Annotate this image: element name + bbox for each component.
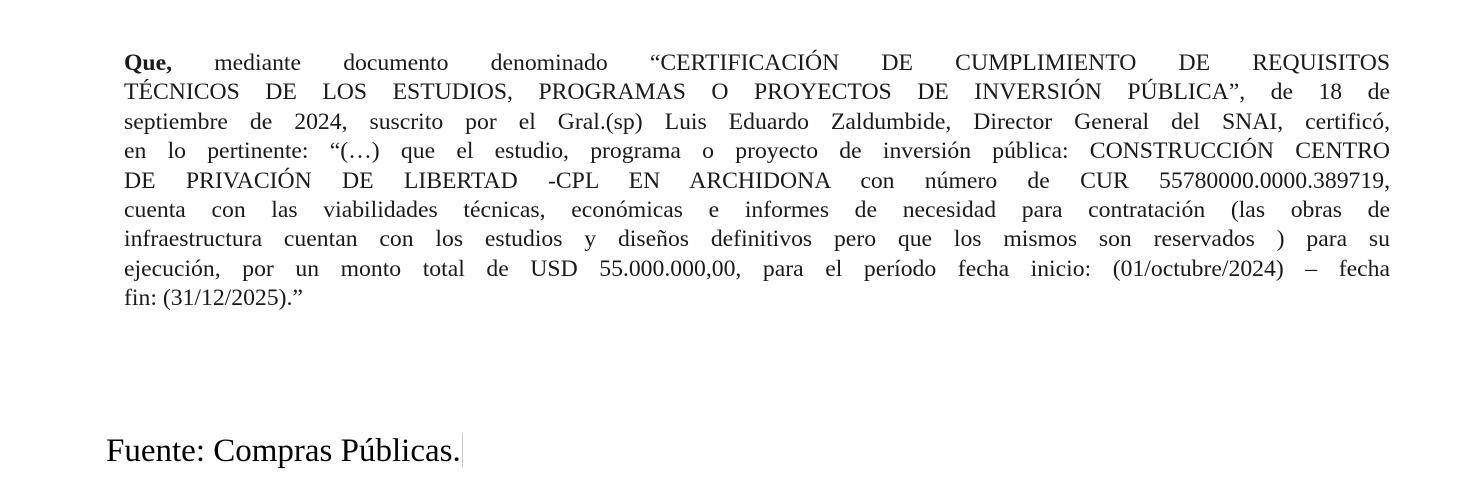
- paragraph-line-4: en lo pertinente: “(…) que el estudio, programa o proyecto de inversión pública: CONSTRUCCIÓN CENTRO: [124, 138, 1390, 165]
- bold-lead-word: Que,: [124, 50, 173, 76]
- paragraph-line-6: cuenta con las viabilidades técnicas, económicas e informes de necesidad para contratación (las obras de: [124, 196, 1390, 223]
- paragraph-line-3: septiembre de 2024, suscrito por el Gral.(sp) Luis Eduardo Zaldumbide, Director General del SNAI, certificó,: [124, 108, 1390, 135]
- quoted-paragraph: [124, 49, 1390, 314]
- source-caption-text: Fuente: Compras Públicas.: [106, 433, 461, 469]
- paragraph-line-2: TÉCNICOS DE LOS ESTUDIOS, PROGRAMAS O PROYECTOS DE INVERSIÓN PÚBLICA”, de 18 de: [124, 79, 1390, 106]
- source-caption[interactable]: [106, 431, 463, 471]
- text-cursor: [462, 433, 463, 467]
- paragraph-line-5: DE PRIVACIÓN DE LIBERTAD -CPL EN ARCHIDONA con número de CUR 55780000.0000.389719,: [124, 167, 1390, 194]
- paragraph-line-1: [124, 49, 1390, 78]
- paragraph-line-7: infraestructura cuentan con los estudios y diseños definitivos pero que los mismos son reservados ) para su: [124, 226, 1390, 253]
- first-line-text: mediante documento denominado “CERTIFICACIÓN DE CUMPLIMIENTO DE REQUISITOS: [172, 50, 1390, 76]
- paragraph-line-9: fin: (31/12/2025).”: [124, 285, 303, 312]
- paragraph-line-8: ejecución, por un monto total de USD 55.000.000,00, para el período fecha inicio: (01/octubre/2024) – fecha: [124, 255, 1390, 282]
